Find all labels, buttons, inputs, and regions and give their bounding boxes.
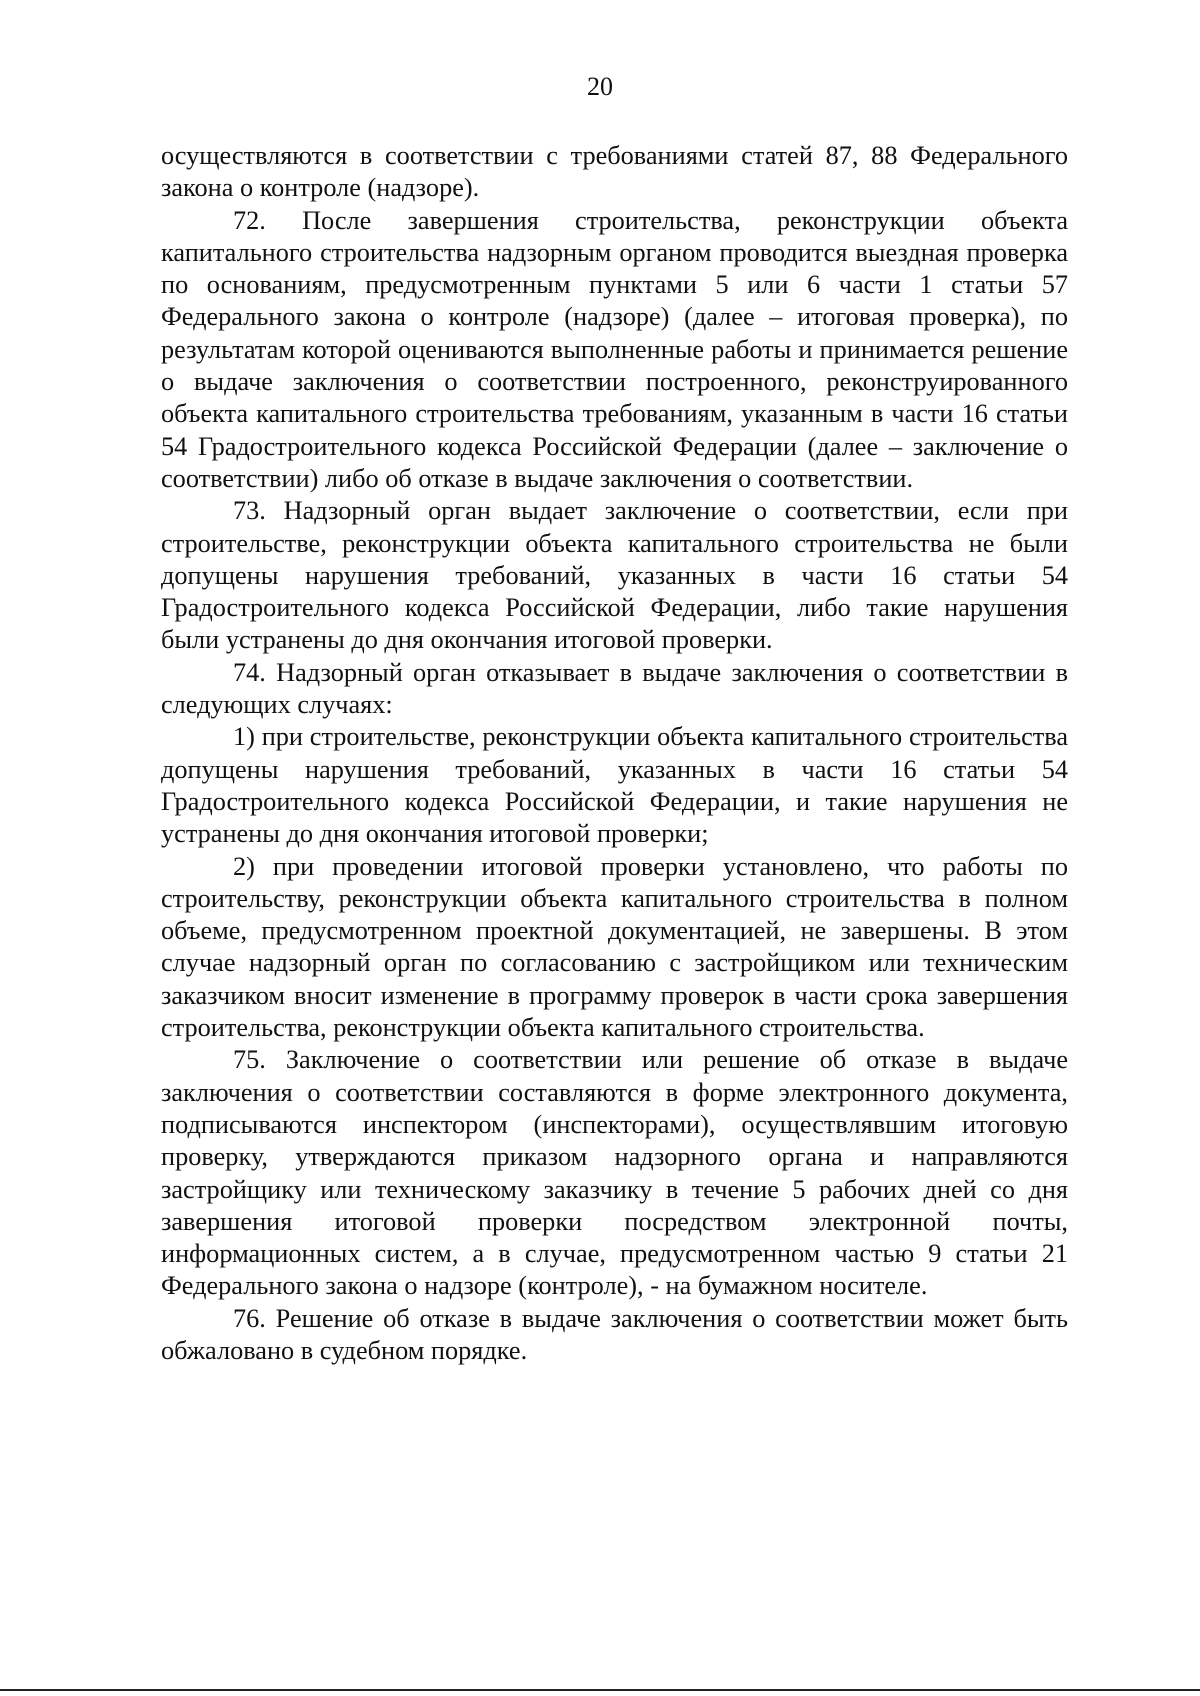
list-item-74-1: 1) при строительстве, реконструкции объекта капитального строительства допущены нарушения требований, указанных в части 16 статьи 54 Градостроительного кодекса Российской Федерации, и такие нарушения не устранены до дня окончания итоговой проверки; xyxy=(161,722,1068,849)
page-number: 20 xyxy=(587,72,613,101)
paragraph-75: 75. Заключение о соответствии или решение об отказе в выдаче заключения о соответствии составляются в форме электронного документа, подписываются инспектором (инспекторами), осуществлявшим итоговую проверку, утверждаются приказом надзорного органа и направляются застройщику или техническому заказчику в течение 5 рабочих дней со дня завершения итоговой проверки посредством электронной почты, информационных систем, а в случае, предусмотренном частью 9 статьи 21 Федерального закона о надзоре (контроле), - на бумажном носителе. xyxy=(161,1045,1068,1301)
document-body xyxy=(161,140,1068,1367)
paragraph-continued: осуществляются в соответствии с требованиями статей 87, 88 Федерального закона о контроле (надзоре). xyxy=(161,141,1068,203)
paragraph-76: 76. Решение об отказе в выдаче заключения о соответствии может быть обжаловано в судебном порядке. xyxy=(161,1303,1068,1365)
paragraph-72: 72. После завершения строительства, реконструкции объекта капитального строительства надзорным органом проводится выездная проверка по основаниям, предусмотренным пунктами 5 или 6 части 1 статьи 57 Федерального закона о контроле (надзоре) (далее – итоговая проверка), по результатам которой оцениваются выполненные работы и принимается решение о выдаче заключения о соответствии построенного, реконструированного объекта капитального строительства требованиям, указанным в части 16 статьи 54 Градостроительного кодекса Российской Федерации (далее – заключение о соответствии) либо об отказе в выдаче заключения о соответствии. xyxy=(161,205,1068,493)
paragraph-74: 74. Надзорный орган отказывает в выдаче заключения о соответствии в следующих случаях: xyxy=(161,657,1068,720)
list-item-74-2: 2) при проведении итоговой проверки установлено, что работы по строительству, реконструкции объекта капитального строительства в полном объеме, предусмотренном проектной документацией, не завершены. В этом случае надзорный орган по согласованию с застройщиком или техническим заказчиком вносит изменение в программу проверок в части срока завершения строительства, реконструкции объекта капитального строительства. xyxy=(161,851,1068,1043)
paragraph-73: 73. Надзорный орган выдает заключение о соответствии, если при строительстве, реконструкции объекта капитального строительства не были допущены нарушения требований, указанных в части 16 статьи 54 Градостроительного кодекса Российской Федерации, либо такие нарушения были устранены до дня окончания итоговой проверки. xyxy=(161,496,1068,655)
scan-edge-line xyxy=(0,1689,1200,1691)
